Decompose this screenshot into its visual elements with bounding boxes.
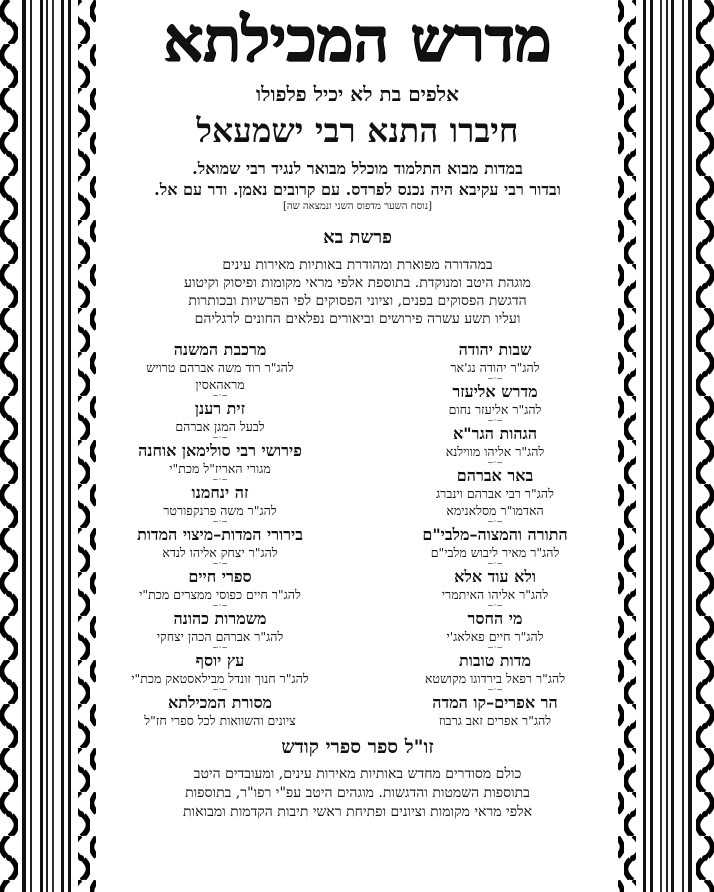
- commentary-item: [100, 441, 340, 483]
- decorative-border-right: [616, 0, 714, 892]
- commentary-title: הר אפרים–קו המדה: [432, 693, 558, 712]
- commentary-item: [100, 693, 340, 729]
- commentary-title: פירושי רבי סולימאן אוחנה: [138, 441, 302, 460]
- commentary-item: [100, 483, 340, 525]
- closing-line: בתוספות השמטות והדגשות. מוגהים היטב עפ"י רפו"ר, בתוספות: [185, 785, 530, 801]
- commentary-author: להג"ר אליהו מווילנא: [445, 444, 545, 459]
- commentary-title: משמרות כהונה: [173, 609, 267, 628]
- commentary-author: להג"ר רבי אברהם וינברג: [436, 486, 554, 501]
- book-author: חיברו התנא רבי ישמעאל: [196, 111, 519, 150]
- commentary-title: עץ יוסף: [195, 651, 245, 670]
- commentary-author: להג"ר חנוך זונדל מבילאסטאק מכת"י: [131, 671, 309, 686]
- commentaries: [100, 340, 615, 729]
- ornament-divider: ~·~: [212, 519, 228, 525]
- commentary-item: [375, 609, 615, 651]
- book-subtitle: אלפים בת לא יכיל פלפולו: [255, 82, 459, 106]
- commentary-author: להג"ר מאיר ליבוש מלבי"ם: [430, 545, 560, 560]
- commentary-author: להג"ר רוד משה אברהם טרויש: [146, 360, 294, 375]
- commentary-item: [375, 525, 615, 567]
- commentary-title: מסורת המכילתא: [167, 693, 273, 712]
- commentary-item: [375, 340, 615, 382]
- commentary-author: האדמו"ר מסלאנימא: [446, 503, 544, 518]
- commentary-title: מדרש אליעזר: [452, 382, 538, 401]
- commentary-item: [100, 609, 340, 651]
- library-stamp: זו"ל ספר ספרי קודש: [281, 736, 434, 758]
- commentary-item: [100, 525, 340, 567]
- ornament-divider: ~·~: [487, 561, 503, 567]
- parasha-heading: פרשת בא: [323, 227, 392, 248]
- ornament-divider: ~·~: [212, 477, 228, 483]
- intro-paragraph: [100, 256, 615, 328]
- commentary-author: להג"ר אליהו האיתמרי: [441, 587, 549, 602]
- commentary-item: [375, 651, 615, 693]
- commentary-author: מראהאסין: [195, 377, 245, 392]
- commentary-title: הגהות הגר"א: [452, 424, 538, 443]
- commentary-author: ציונים והשוואות לכל ספרי חז"ל: [144, 713, 296, 728]
- commentary-item: [375, 382, 615, 424]
- commentary-item: [375, 567, 615, 609]
- closing-line: אלפי מראי מקומות וציונים ופתיחת ראשי תיבות הקדמות ומבואות: [182, 804, 533, 820]
- title-page: [100, 0, 615, 822]
- commentary-title: באר אברהם: [456, 466, 534, 485]
- commentary-item: [100, 567, 340, 609]
- commentary-author: להג"ר חיים פאלאג'י: [446, 629, 544, 644]
- commentary-item: [375, 466, 615, 525]
- description-line: במדות מבוא התלמוד מוכלל מבואר לנגיד רבי שמואל.: [192, 159, 523, 178]
- commentary-author: להג"ר אפרים זאב גרבוז: [438, 713, 552, 728]
- ornament-divider: ~·~: [487, 687, 503, 693]
- commentary-title: ספרי חיים: [188, 567, 252, 586]
- commentaries-right-column: [375, 340, 615, 729]
- commentary-title: מדות טובות: [459, 651, 531, 670]
- decorative-border-left: [0, 0, 98, 892]
- ornament-divider: ~·~: [212, 561, 228, 567]
- commentary-title: בירורי המדות–מיצוי המדות: [137, 525, 303, 544]
- commentary-title: זית רענן: [194, 399, 246, 418]
- closing-line: כולם מסודרים מחדש באותיות מאירות עינים, ומעובדים היטב: [193, 766, 522, 782]
- edition-note: [נוסח השער מדפוס השני ונמצאה שה]: [282, 201, 432, 212]
- commentary-author: להג"ר אליעזר נחום: [448, 402, 542, 417]
- commentary-author: להג"ר יצחק אליהו לנדא: [162, 545, 278, 560]
- ornament-divider: ~·~: [487, 418, 503, 424]
- commentary-author: להג"ר רפאל בירדוגו מקושטא: [424, 671, 566, 686]
- commentary-item: [100, 651, 340, 693]
- ornament-divider: ~·~: [487, 519, 503, 525]
- description: [100, 158, 615, 214]
- commentary-item: [375, 424, 615, 466]
- intro-line: במהדורה מפוארת ומהודרת באותיות מאירות עינים: [222, 257, 493, 273]
- commentary-author: מגורי האריז"ל מכת"י: [169, 461, 271, 476]
- ornament-divider: ~·~: [212, 687, 228, 693]
- intro-line: הדגשת הפסוקים בפנים, וציוני הפסוקים לפי הפרשיות ובכותרות: [188, 293, 527, 309]
- commentary-title: שבות יהודה: [458, 340, 532, 359]
- intro-line: ועליו תשע עשרה פירושים וביאורים נפלאים החונים לרגליהם: [194, 311, 521, 327]
- ornament-divider: ~·~: [212, 435, 228, 441]
- commentaries-left-column: [100, 340, 340, 729]
- ornament-divider: ~·~: [487, 645, 503, 651]
- intro-line: מוגהת היטב ומנוקדת. בתוספת אלפי מראי מקומות ופיסוק וקיטוע: [184, 275, 531, 291]
- commentary-title: זה ינחמנו: [191, 483, 249, 502]
- commentary-item: [375, 693, 615, 729]
- commentary-author: לבעל המגן אברהם: [175, 419, 265, 434]
- commentary-item: [100, 340, 340, 399]
- ornament-divider: ~·~: [212, 603, 228, 609]
- commentary-author: להג"ר יהודה נג'אר: [450, 360, 540, 375]
- ornament-divider: ~·~: [487, 460, 503, 466]
- commentary-author: להג"ר משה פרנקפורטר: [163, 503, 277, 518]
- commentary-author: להג"ר חיים כפוסי ממצרים מכת"י: [139, 587, 301, 602]
- commentary-item: [100, 399, 340, 441]
- ornament-divider: ~·~: [487, 603, 503, 609]
- book-title: מדרש המכילתא: [163, 3, 552, 76]
- commentary-title: מרכבת המשנה: [173, 340, 267, 359]
- description-line: ובדור רבי עקיבא היה נכנס לפרדס. עם קרובים נאמן. ודר עם אל.: [154, 180, 561, 199]
- commentary-title: התורה והמצוה–מלבי"ם: [422, 525, 568, 544]
- closing-paragraph: [100, 765, 615, 822]
- ornament-divider: ~·~: [212, 393, 228, 399]
- commentary-title: מי החסר: [467, 609, 523, 628]
- ornament-divider: ~·~: [212, 645, 228, 651]
- commentary-title: ולא עוד אלא: [454, 567, 536, 586]
- ornament-divider: ~·~: [487, 376, 503, 382]
- commentary-author: להג"ר אברהם הכהן יצחקי: [156, 629, 284, 644]
